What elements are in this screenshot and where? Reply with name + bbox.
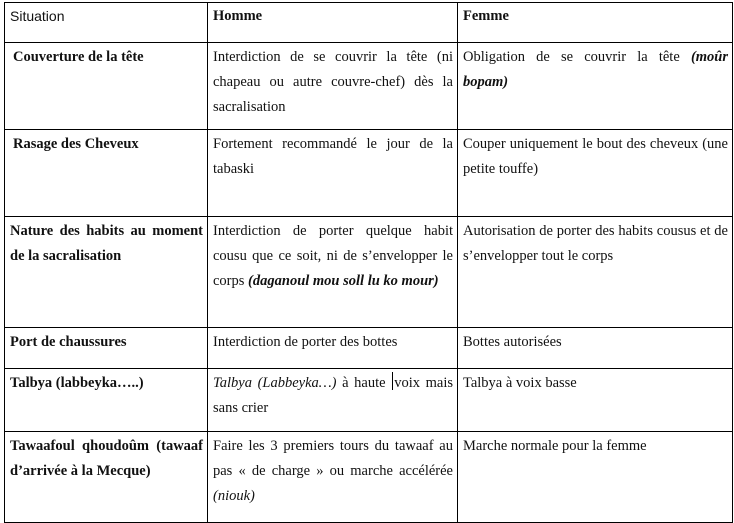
homme-emphasis: (niouk) [213, 488, 255, 504]
homme-text-continued: voix mais sans crier [213, 375, 453, 416]
homme-cell: Interdiction de se couvrir la tête (ni chapeau ou autre couvre-chef) dès la sacralisation [208, 43, 458, 130]
homme-text: à haute [336, 375, 392, 391]
homme-text: Faire les 3 premiers tours du tawaaf au pas « de charge » ou marche accélérée [213, 438, 453, 479]
situation-cell: Couverture de la tête [5, 43, 208, 130]
header-homme: Homme [208, 3, 458, 43]
comparison-table [4, 2, 733, 523]
header-situation: Situation [5, 3, 208, 43]
situation-cell: Nature des habits au moment de la sacralisation [5, 217, 208, 328]
table-row [5, 432, 733, 523]
homme-text: Interdiction de porter quelque habit cousu que ce soit, ni de s’envelopper le corps [213, 223, 453, 289]
table-row [5, 217, 733, 328]
femme-text: Obligation de se couvrir la tête [463, 49, 680, 65]
femme-cell: Marche normale pour la femme [458, 432, 733, 523]
table-header-row [5, 3, 733, 43]
table-row [5, 43, 733, 130]
table-row [5, 130, 733, 217]
table-row [5, 328, 733, 369]
homme-cell: Interdiction de porter des bottes [208, 328, 458, 369]
homme-cell [208, 369, 458, 432]
femme-cell: Bottes autorisées [458, 328, 733, 369]
femme-emphasis: (moûr bopam) [463, 49, 729, 90]
situation-cell: Rasage des Cheveux [5, 130, 208, 217]
homme-cell: Fortement recommandé le jour de la tabaski [208, 130, 458, 217]
homme-emphasis: (daganoul mou soll lu ko mour) [248, 273, 439, 289]
situation-cell: Talbya (labbeyka…..) [5, 369, 208, 432]
femme-cell: Talbya à voix basse [458, 369, 733, 432]
table-row [5, 369, 733, 432]
header-femme: Femme [458, 3, 733, 43]
situation-cell: Port de chaussures [5, 328, 208, 369]
homme-emphasis: Talbya (Labbeyka…) [213, 375, 337, 391]
femme-cell: Autorisation de porter des habits cousus et de s’envelopper tout le corps [458, 217, 733, 328]
homme-cell [208, 432, 458, 523]
femme-cell [458, 43, 733, 130]
situation-cell: Tawaafoul qhoudoûm (tawaaf d’arrivée à la Mecque) [5, 432, 208, 523]
homme-cell [208, 217, 458, 328]
femme-cell: Couper uniquement le bout des cheveux (une petite touffe) [458, 130, 733, 217]
